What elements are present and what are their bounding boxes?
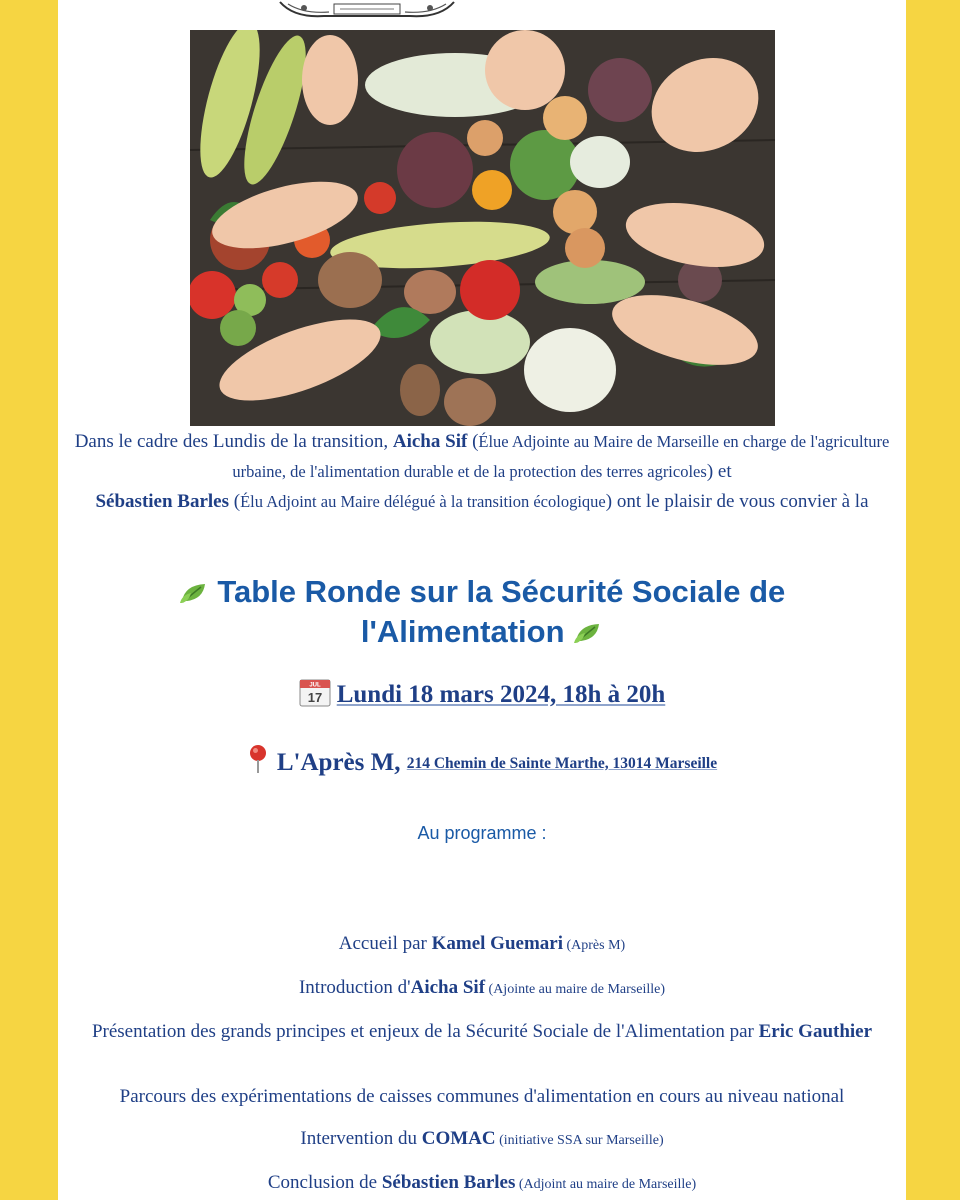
event-title-line1: Table Ronde sur la Sécurité Sociale de xyxy=(217,574,786,609)
venue-address-link[interactable]: 214 Chemin de Sainte Marthe, 13014 Marseille xyxy=(406,755,718,772)
program-item: Introduction d'Aicha Sif (Ajointe au maire de Marseille) xyxy=(298,977,666,998)
program-item: Présentation des grands principes et enjeux de la Sécurité Sociale de l'Alimentation par Eric Gauthier xyxy=(91,1021,873,1042)
event-date xyxy=(58,677,906,713)
event-title-line2: l'Alimentation xyxy=(360,614,565,649)
program-heading: Au programme : xyxy=(417,823,547,843)
vegetables-hands-photo xyxy=(190,30,775,426)
program-item: Accueil par Kamel Guemari (Après M) xyxy=(338,933,626,954)
city-crest-logo xyxy=(274,0,460,22)
intro-paragraph: Dans le cadre des Lundis de la transition, Aicha Sif (Élue Adjointe au Maire de Marseille en charge de l'agriculture urbaine, de l'alimentation durable et de la protection des terres agricoles) et Sébastien Barles (Élu Adjoint au Maire délégué à la transition écologique) ont le plaisir de vous convier à la xyxy=(74,431,890,512)
intro-name-aicha-sif: Aicha Sif xyxy=(392,431,468,452)
event-location xyxy=(58,744,906,782)
program-item: Intervention du COMAC (initiative SSA sur Marseille) xyxy=(300,1128,664,1149)
intro-name-sebastien-barles: Sébastien Barles xyxy=(95,491,230,512)
intro-role-sebastien-barles: Élu Adjoint au Maire délégué à la transition écologique xyxy=(240,492,606,511)
leaf-icon xyxy=(179,581,209,605)
event-title xyxy=(98,572,866,652)
intro-text: Dans le cadre des Lundis de la transition, xyxy=(74,431,393,452)
program-item: Parcours des expérimentations de caisses communes d'alimentation en cours au niveau national xyxy=(119,1086,845,1107)
venue-name: L'Après M, xyxy=(276,749,401,776)
leaf-icon xyxy=(573,621,603,645)
program-item: Conclusion de Sébastien Barles (Adjoint au maire de Marseille) xyxy=(267,1172,697,1193)
intro-role-aicha-sif: Élue Adjointe au Maire de Marseille en charge de l'agriculture urbaine, de l'alimentation durable et de la protection des terres agricoles xyxy=(232,432,890,481)
svg-text:17: 17 xyxy=(307,690,322,705)
calendar-icon xyxy=(299,677,331,707)
invitation-page xyxy=(58,0,906,1200)
svg-text:JUL: JUL xyxy=(309,682,321,689)
pin-icon xyxy=(247,744,269,774)
event-date-text[interactable]: Lundi 18 mars 2024, 18h à 20h xyxy=(336,681,666,708)
